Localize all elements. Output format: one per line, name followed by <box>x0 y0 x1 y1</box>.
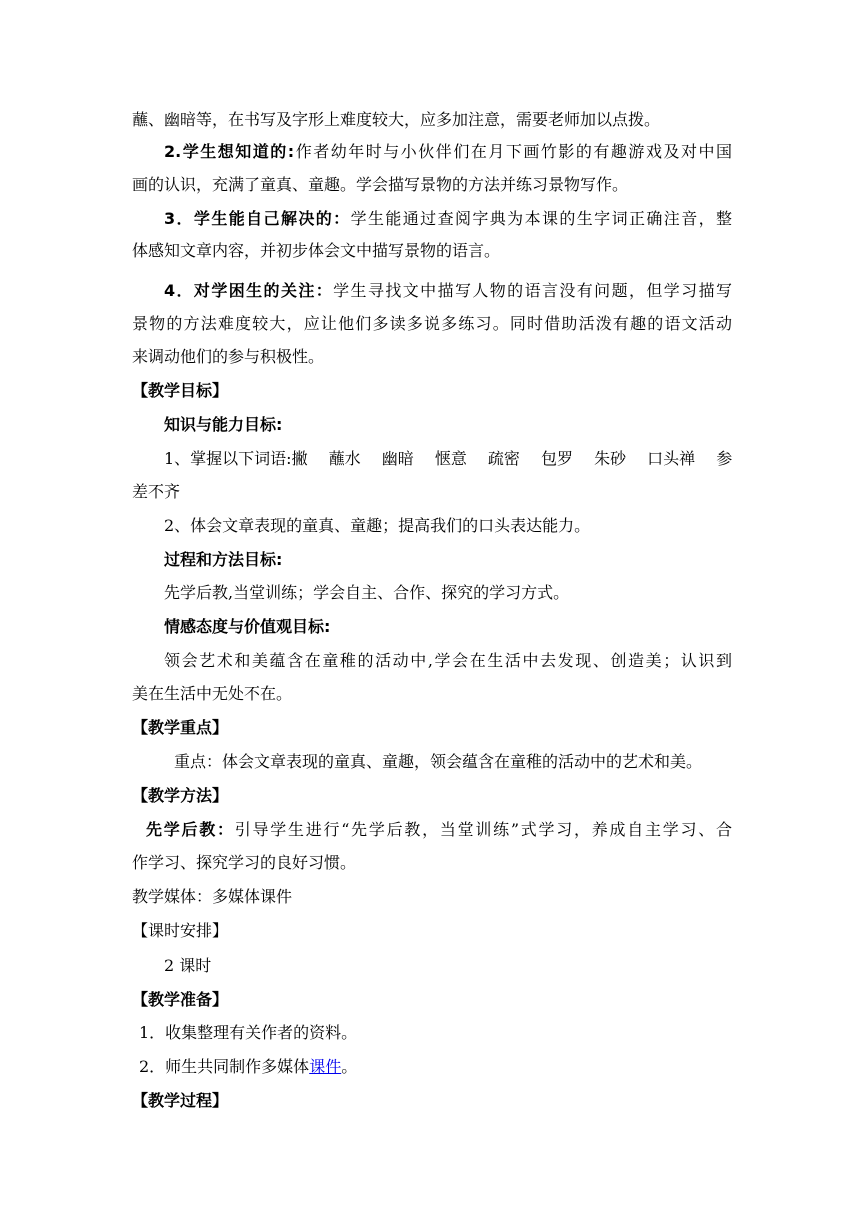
schedule-text: 2 课时 <box>164 956 212 975</box>
paragraph-label: 3．学生能自己解决的： <box>164 209 351 228</box>
goal-item-1-line1 <box>164 449 732 469</box>
media-text: 教学媒体：多媒体课件 <box>132 887 293 906</box>
paragraph-text: 体感知文章内容，并初步体会文中描写景物的语言。 <box>132 241 501 260</box>
paragraph-text: 蘸、幽暗等，在书写及字形上难度较大，应多加注意，需要老师加以点拨。 <box>132 110 661 129</box>
goal-text: 领会艺术和美蕴含在童稚的活动中,学会在生活中去发现、创造美；认识到 <box>164 651 732 670</box>
prep-item-suffix: 。 <box>341 1057 358 1076</box>
paragraph-struggling-line3 <box>132 347 732 367</box>
paragraph-text: 学生寻找文中描写人物的语言没有问题，但学习描写 <box>333 281 732 300</box>
goal-text: 差不齐 <box>132 482 181 501</box>
subheading-process: 过程和方法目标: <box>164 550 283 569</box>
paragraph-struggling-line2 <box>132 314 732 334</box>
method-text: 引导学生进行“先学后教，当堂训练”式学习，养成自主学习、合 <box>234 820 732 839</box>
paragraph-text: 作者幼年时与小伙伴们在月下画竹影的有趣游戏及对中国 <box>294 142 732 161</box>
method-label: 先学后教： <box>146 820 235 839</box>
paragraph-solve-line2 <box>132 241 732 261</box>
method-line2: 作学习、探究学习的良好习惯。 <box>132 853 357 872</box>
subheading-knowledge: 知识与能力目标: <box>164 415 283 434</box>
goal-emotion-line2: 美在生活中无处不在。 <box>132 684 293 703</box>
goal-item-2: 2、体会文章表现的童真、童趣；提高我们的口头表达能力。 <box>164 516 591 535</box>
paragraph-struggling-line1 <box>164 281 732 301</box>
section-heading-schedule: 【课时安排】 <box>132 921 229 940</box>
paragraph-label: 4．对学困生的关注： <box>164 281 334 300</box>
section-heading-prep: 【教学准备】 <box>132 990 229 1009</box>
courseware-link[interactable]: 课件 <box>309 1057 342 1076</box>
paragraph-text: 学生能通过查阅字典为本课的生字词正确注音，整 <box>350 209 732 228</box>
paragraph-text: 来调动他们的参与积极性。 <box>132 347 325 366</box>
paragraph-text: 景物的方法难度较大，应让他们多读多说多练习。同时借助活泼有趣的语文活动 <box>132 314 732 333</box>
section-heading-method: 【教学方法】 <box>132 786 229 805</box>
subheading-emotion: 情感态度与价值观目标: <box>164 617 331 636</box>
paragraph-text: 画的认识，充满了童真、童趣。学会描写景物的方法并练习景物写作。 <box>132 175 629 194</box>
section-heading-goals: 【教学目标】 <box>132 381 229 400</box>
focus-text: 重点：体会文章表现的童真、童趣，领会蕴含在童稚的活动中的艺术和美。 <box>174 752 703 771</box>
prep-item-1: 1．收集整理有关作者的资料。 <box>139 1023 358 1042</box>
paragraph-solve-line1 <box>164 209 732 229</box>
section-heading-process: 【教学过程】 <box>132 1091 229 1110</box>
section-heading-focus: 【教学重点】 <box>132 718 229 737</box>
goal-process-text: 先学后教,当堂训练；学会自主、合作、探究的学习方式。 <box>164 583 570 602</box>
method-line1 <box>146 820 732 840</box>
goal-item-1-line2 <box>132 482 732 502</box>
goal-emotion-line1 <box>164 651 732 671</box>
prep-item-text: 2．师生共同制作多媒体 <box>139 1057 310 1076</box>
paragraph-continuation <box>132 110 732 130</box>
goal-text: 1、掌握以下词语:撇 蘸水 幽暗 惬意 疏密 包罗 朱砂 口头禅 参 <box>164 449 733 468</box>
prep-item-2 <box>139 1057 739 1077</box>
paragraph-label: 2.学生想知道的: <box>164 142 295 161</box>
paragraph-know-line1 <box>164 142 732 162</box>
paragraph-know-line2 <box>132 175 732 195</box>
